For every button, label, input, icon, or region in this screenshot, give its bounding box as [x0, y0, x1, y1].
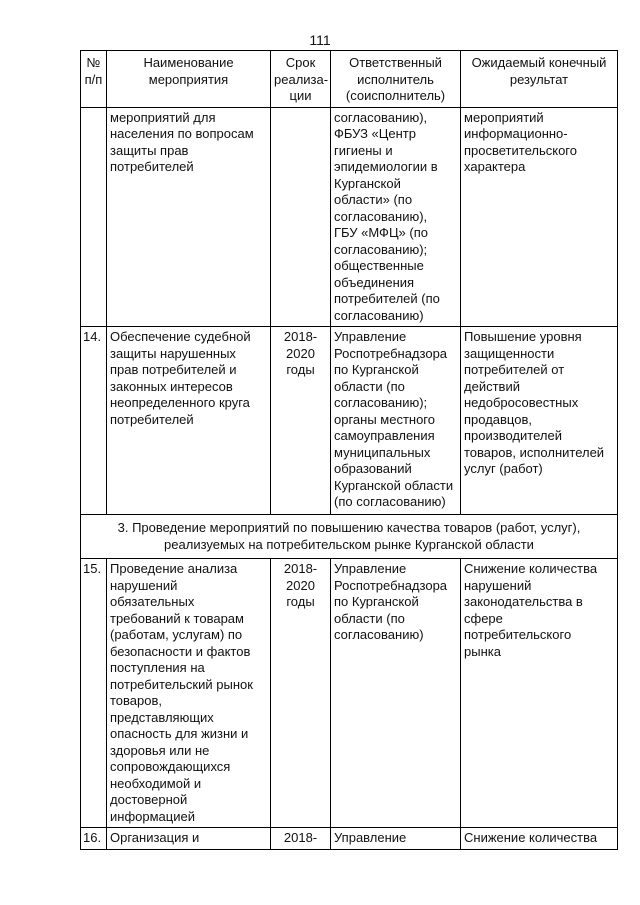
row-result: Снижение количества — [461, 828, 618, 850]
row-num: 16. — [81, 828, 107, 850]
row-term: 2018- — [271, 828, 331, 850]
header-name: Наименование мероприятия — [107, 51, 271, 108]
measures-table — [80, 50, 618, 850]
row-num — [81, 107, 107, 327]
row-result: мероприятий информационно- просветительского характера — [461, 107, 618, 327]
row-name: Проведение анализа нарушений обязательных требований к товарам (работам, услугам) по безопасности и фактов поступления на потребительский рынок товаров, представляющих опасность для жизни и здоровья или не сопровождающихся необходимой и достоверной информацией — [107, 559, 271, 828]
row-term: 2018- 2020 годы — [271, 559, 331, 828]
row-num: 14. — [81, 327, 107, 515]
row-executor: Управление — [331, 828, 461, 850]
section-row — [81, 515, 618, 559]
row-name: мероприятий для населения по вопросам защиты прав потребителей — [107, 107, 271, 327]
row-term: 2018- 2020 годы — [271, 327, 331, 515]
row-executor: Управление Роспотребнадзора по Курганской области (по согласованию) — [331, 559, 461, 828]
row-result: Повышение уровня защищенности потребителей от действий недобросовестных продавцов, производителей товаров, исполнителей услуг (работ) — [461, 327, 618, 515]
row-executor: согласованию), ФБУЗ «Центр гигиены и эпидемиологии в Курганской области» (по согласованию), ГБУ «МФЦ» (по согласованию); общественные объединения потребителей (по согласованию) — [331, 107, 461, 327]
table-header-row — [81, 51, 618, 108]
header-num: № п/п — [81, 51, 107, 108]
header-result: Ожидаемый конечный результат — [461, 51, 618, 108]
header-executor: Ответственный исполнитель (соисполнитель) — [331, 51, 461, 108]
row-term — [271, 107, 331, 327]
table-row — [81, 327, 618, 515]
page-number: 111 — [309, 32, 331, 48]
table-row — [81, 828, 618, 850]
row-num: 15. — [81, 559, 107, 828]
table-row — [81, 107, 618, 327]
row-name: Обеспечение судебной защиты нарушенных прав потребителей и законных интересов неопределенного круга потребителей — [107, 327, 271, 515]
section-title: 3. Проведение мероприятий по повышению качества товаров (работ, услуг), реализуемых на потребительском рынке Курганской области — [81, 515, 618, 559]
row-name: Организация и — [107, 828, 271, 850]
table-row — [81, 559, 618, 828]
row-executor: Управление Роспотребнадзора по Курганской области (по согласованию); органы местного самоуправления муниципальных образований Курганской области (по согласованию) — [331, 327, 461, 515]
row-result: Снижение количества нарушений законодательства в сфере потребительского рынка — [461, 559, 618, 828]
header-term: Срок реализа- ции — [271, 51, 331, 108]
